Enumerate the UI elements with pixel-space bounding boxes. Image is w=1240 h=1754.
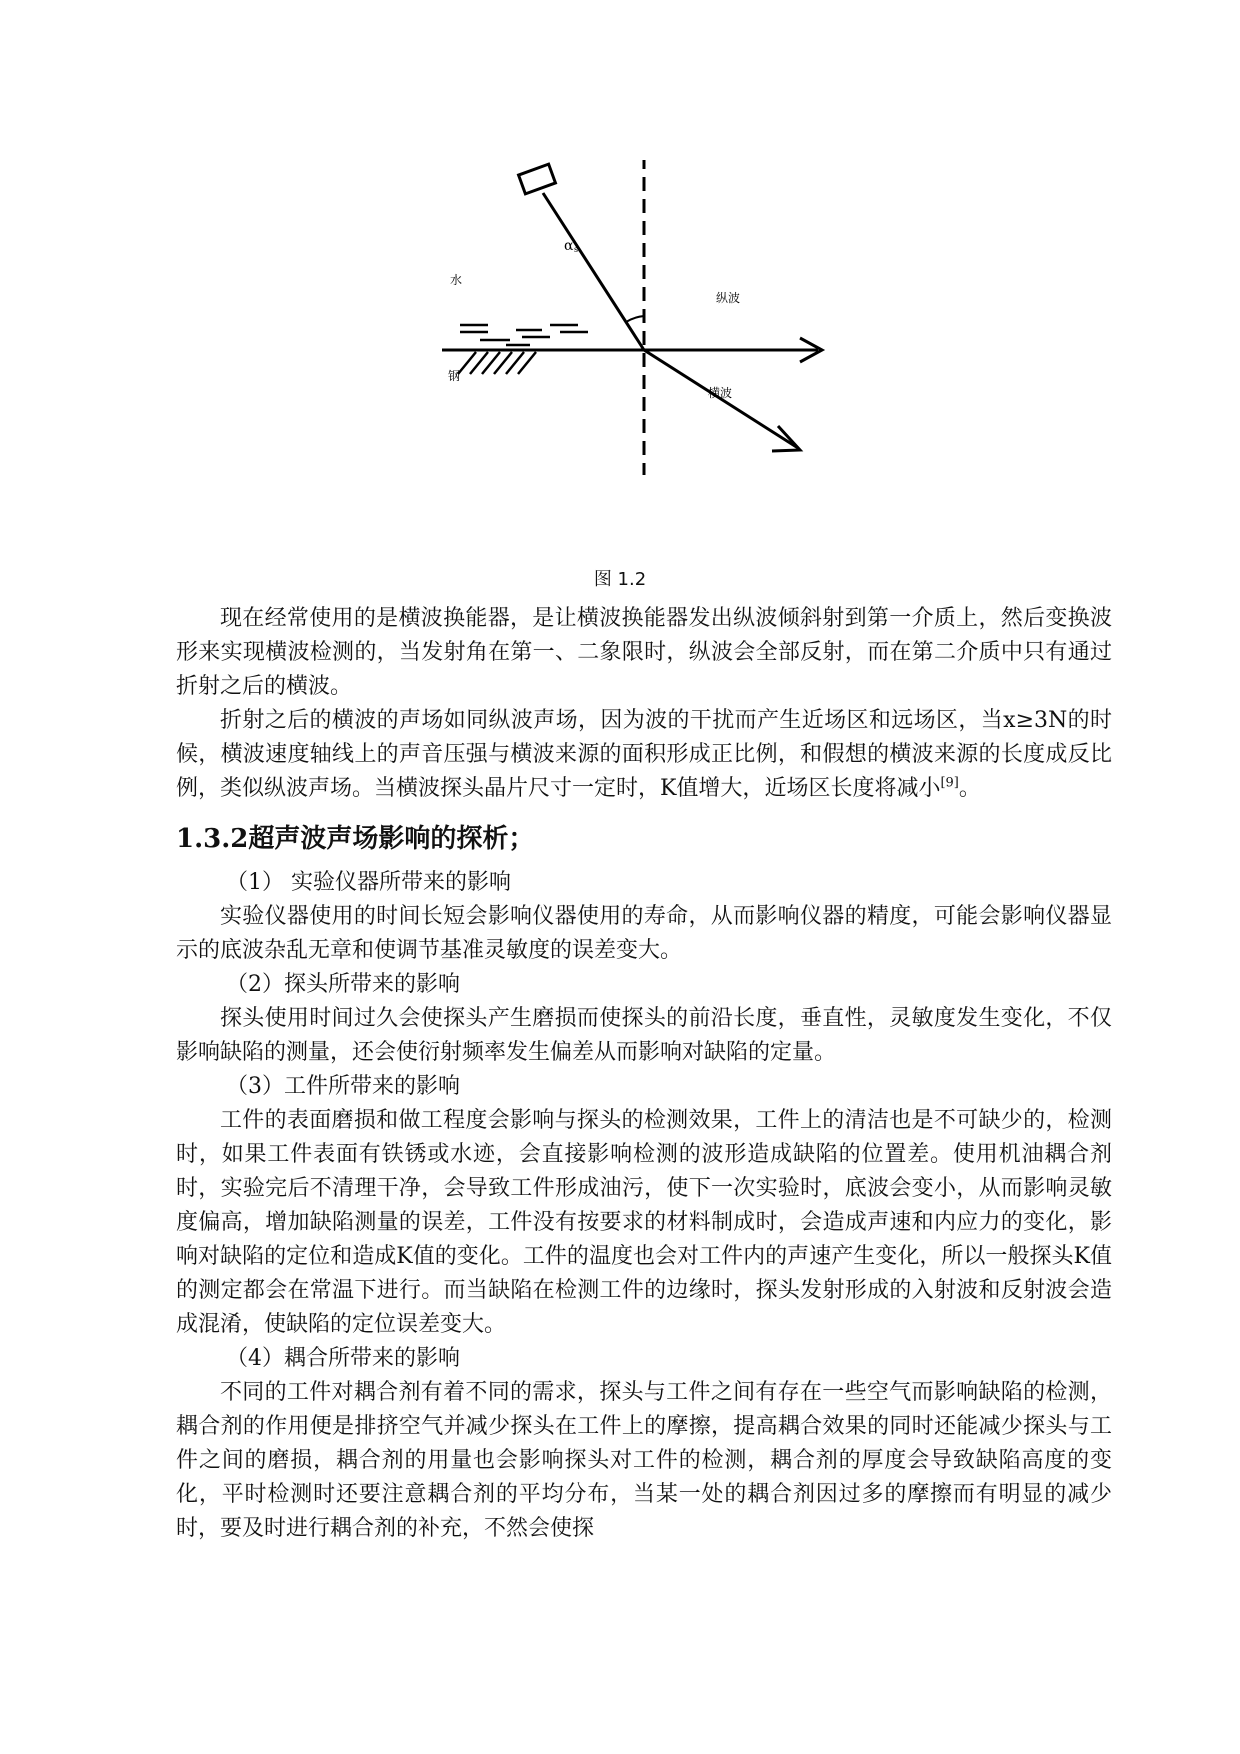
item-2-text: 探头使用时间过久会使探头产生磨损而使探头的前沿长度，垂直性，灵敏度发生变化，不仅影响缺陷的测量，还会使衍射频率发生偏差从而影响对缺陷的定量。 bbox=[176, 1006, 1112, 1065]
item-3-text: 工件的表面磨损和做工程度会影响与探头的检测效果，工件上的清洁也是不可缺少的，检测时，如果工件表面有铁锈或水迹，会直接影响检测的波形造成缺陷的位置差。使用机油耦合剂时，实验完后不清理干净，会导致工件形成油污，使下一次实验时，底波会变小，从而影响灵敏度偏高，增加缺陷测量的误差，工件没有按要求的材料制成时，会造成声速和内应力的变化，影响对缺陷的定位和造成K值的变化。工件的温度也会对工件内的声速产生变化，所以一般探头K值的测定都会在常温下进行。而当缺陷在检测工件的边缘时，探头发射形成的入射波和反射波会造成混淆，使缺陷的定位误差变大。 bbox=[176, 1108, 1112, 1337]
item-4-title: （4）耦合所带来的影响 bbox=[226, 1346, 460, 1371]
refraction-figure bbox=[420, 160, 880, 540]
angle-label: α bbox=[564, 238, 574, 254]
section-heading: 1.3.2超声波声场影响的探析； bbox=[176, 824, 535, 854]
paragraph-2-text: 折射之后的横波的声场如同纵波声场，因为波的干扰而产生近场区和远场区，当x≥3N的时候，横波速度轴线上的声音压强与横波来源的面积形成正比例，和假想的横波来源的长度成反比例，类似纵波声场。当横波探头晶片尺寸一定时，K值增大，近场区长度将减小 bbox=[176, 708, 1112, 801]
citation-ref: [9] bbox=[940, 775, 959, 791]
transverse-arrowhead bbox=[772, 426, 800, 451]
paragraph-2-end: 。 bbox=[958, 776, 981, 801]
refraction-diagram bbox=[420, 160, 880, 540]
figure-caption: 图 1.2 bbox=[593, 569, 647, 590]
angle-subscript: s bbox=[574, 245, 579, 254]
steel-label: 钢 bbox=[448, 369, 461, 383]
document-body bbox=[176, 602, 1112, 1546]
angle-arc bbox=[626, 316, 644, 322]
water-label: 水 bbox=[450, 273, 463, 287]
paragraph-1: 现在经常使用的是横波换能器，是让横波换能器发出纵波倾斜射到第一介质上，然后变换波形来实现横波检测的，当发射角在第一、二象限时，纵波会全部反射，而在第二介质中只有通过折射之后的横波。 bbox=[176, 606, 1112, 699]
incident-beam bbox=[543, 193, 644, 350]
longitudinal-label: 纵波 bbox=[716, 291, 741, 305]
steel-hatching bbox=[458, 352, 536, 374]
water-lines bbox=[460, 325, 588, 345]
transverse-label: 横波 bbox=[708, 386, 733, 400]
item-1-title: （1） 实验仪器所带来的影响 bbox=[226, 870, 511, 895]
item-3-title: （3）工件所带来的影响 bbox=[226, 1074, 460, 1099]
probe-box bbox=[519, 164, 556, 194]
paragraph-2 bbox=[176, 704, 1112, 806]
item-1-text: 实验仪器使用的时间长短会影响仪器使用的寿命，从而影响仪器的精度，可能会影响仪器显示的底波杂乱无章和使调节基准灵敏度的误差变大。 bbox=[176, 904, 1112, 963]
item-2-title: （2）探头所带来的影响 bbox=[226, 972, 460, 997]
item-4-text: 不同的工件对耦合剂有着不同的需求，探头与工件之间有存在一些空气而影响缺陷的检测，耦合剂的作用便是排挤空气并减少探头在工件上的摩擦，提高耦合效果的同时还能减少探头与工件之间的磨损，耦合剂的用量也会影响探头对工件的检测，耦合剂的厚度会导致缺陷高度的变化，平时检测时还要注意耦合剂的平均分布，当某一处的耦合剂因过多的摩擦而有明显的减少时，要及时进行耦合剂的补充，不然会使探 bbox=[176, 1380, 1112, 1541]
